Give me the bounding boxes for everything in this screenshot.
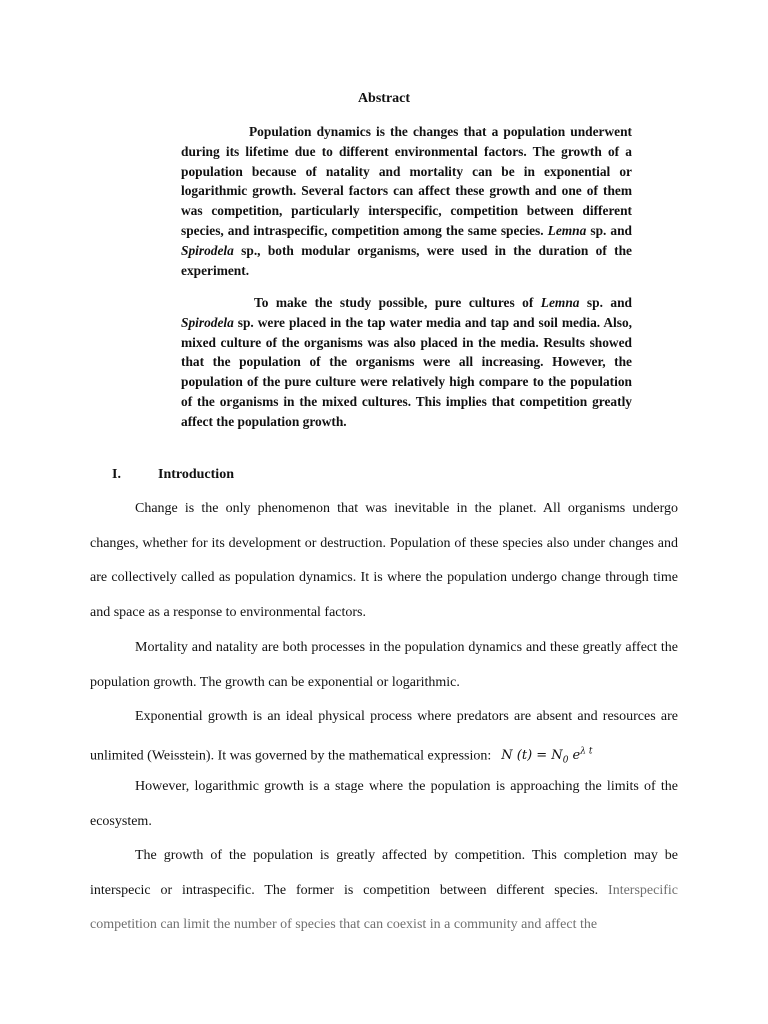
formula-lhs: N (t) = N (501, 747, 563, 763)
growth-formula (501, 746, 593, 766)
intro-paragraph-5 (90, 839, 678, 943)
abstract-p1-lemna: Lemna (547, 222, 587, 238)
abstract-p2-text-3: sp. were placed in the tap water media and tap and soil media. Also, mixed culture of the organisms was also placed in the media. Results showed that the population of the organisms were all increasing. However, the population of the pure culture were relatively high compare to the population of the organisms in the mixed cultures. This implies that competition greatly affect the population growth. (181, 314, 632, 429)
abstract-paragraph-2 (181, 293, 632, 432)
intro-paragraph-4: However, logarithmic growth is a stage where the population is approaching the limits of the ecosystem. (90, 779, 678, 829)
intro-p5-muted-text: Interspecific competition can limit the number of species that can coexist in a community and affect the (90, 882, 678, 933)
abstract-heading: Abstract (357, 91, 411, 106)
abstract-p2-text-2: sp. and (579, 295, 632, 310)
abstract-p1-text-3: sp., both modular organisms, were used in the duration of the experiment. (181, 242, 632, 278)
formula-exponent: λ t (580, 746, 593, 757)
abstract-paragraph-1 (181, 122, 632, 280)
formula-base: e (568, 747, 581, 763)
intro-paragraph-2: Mortality and natality are both processes in the population dynamics and these greatly affect the population growth. The growth can be exponential or logarithmic. (90, 640, 678, 690)
introduction-heading (112, 466, 234, 484)
abstract-p1-text-2: sp. and (586, 222, 632, 238)
intro-p5-text: The growth of the population is greatly affected by competition. This completion may be interspecic or intraspecific. The former is competition between different species. (90, 848, 678, 898)
intro-paragraph-1: Change is the only phenomenon that was inevitable in the planet. All organisms undergo changes, whether for its development or destruction. Population of these species also under changes and are collectively called as population dynamics. It is where the population undergo change through time and space as a response to environmental factors. (90, 501, 678, 620)
abstract-p1-spirodela: Spirodela (181, 242, 234, 258)
intro-paragraph-3 (90, 700, 678, 778)
section-number: I. (112, 467, 121, 482)
intro-p3-text: Exponential growth is an ideal physical process where predators are absent and resources are unlimited (Weisstein). It was governed by the mathematical expression: (90, 709, 678, 763)
section-title: Introduction (158, 467, 234, 482)
abstract-p1-text-1: Population dynamics is the changes that a population underwent during its lifetime due to different environmental factors. The growth of a population because of natality and mortality can be in exponential or logarithmic growth. Several factors can affect these growth and one of them was competition, particularly interspecific, competition between different species, and intraspecific, competition among the same species. (181, 124, 632, 238)
abstract-p2-spirodela: Spirodela (181, 314, 234, 330)
abstract-p2-text-1: To make the study possible, pure cultures of (254, 295, 541, 310)
formula-subscript: 0 (562, 755, 569, 766)
abstract-p2-lemna: Lemna (540, 295, 580, 310)
